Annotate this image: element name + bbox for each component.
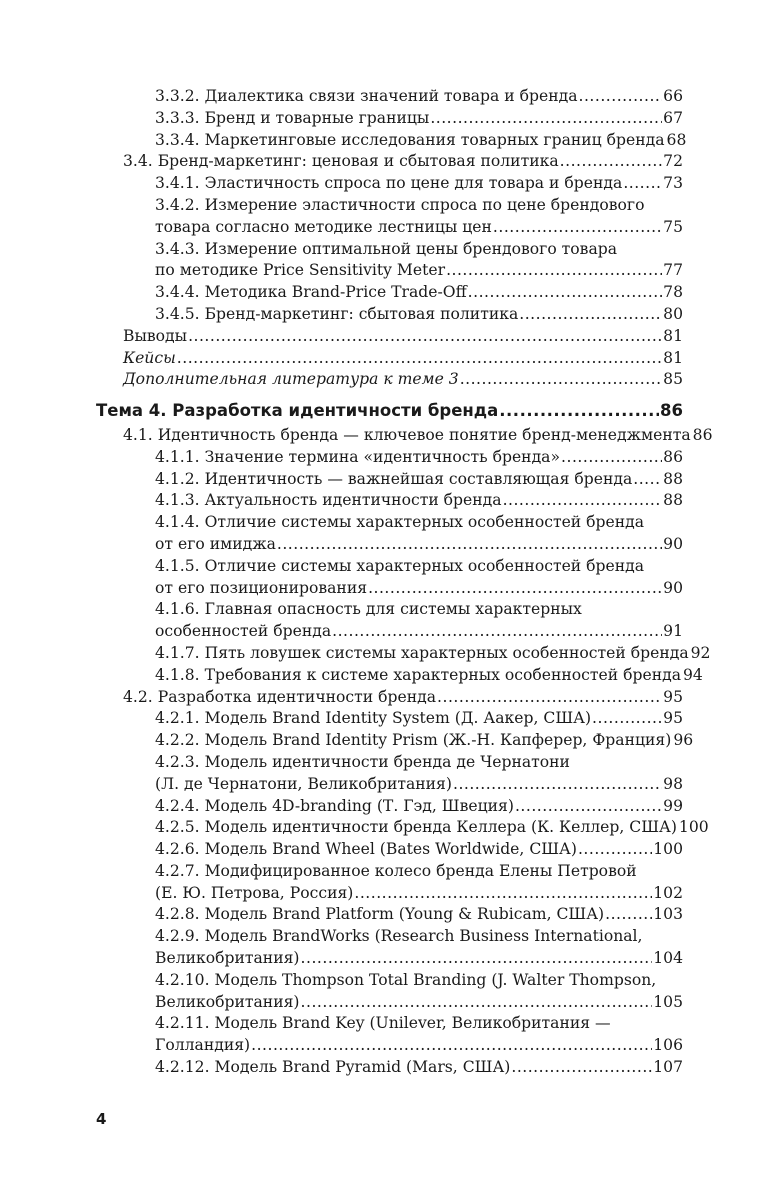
- toc-entry-title: 3.4.5. Бренд-маркетинг: сбытовая политика: [155, 304, 519, 323]
- toc-entry-line: 4.1.5. Отличие системы характерных особенностей бренда: [155, 556, 645, 575]
- toc-page-number: 75: [663, 217, 683, 236]
- toc-entry-line: 4.2.10. Модель Thompson Total Branding (J. Walter Thompson,: [155, 970, 657, 989]
- toc-page-number: 86: [660, 401, 683, 421]
- toc-entry-title: Кейсы: [123, 348, 176, 367]
- toc-page-number: 86: [663, 447, 683, 466]
- toc-entry-title: 4.1.3. Актуальность идентичности бренда: [155, 491, 502, 510]
- dot-leader: [499, 400, 659, 422]
- toc-entry: [0, 665, 782, 687]
- dot-leader: [592, 708, 662, 730]
- toc-entry-title: 3.3.3. Бренд и товарные границы: [155, 108, 430, 127]
- toc-entry-title: 4.2.12. Модель Brand Pyramid (Mars, США): [155, 1058, 511, 1077]
- toc-entry: [0, 643, 782, 665]
- page-number: 4: [96, 1110, 107, 1128]
- toc-page-number: 94: [683, 665, 703, 684]
- toc-entry-title: 4.1.2. Идентичность — важнейшая составляющая бренда: [155, 469, 633, 488]
- toc-entry: [0, 239, 782, 283]
- dot-leader: [332, 621, 662, 643]
- toc-page-number: 107: [653, 1058, 683, 1077]
- toc-page-number: 90: [663, 578, 683, 597]
- toc-page-number: 103: [653, 905, 683, 924]
- toc-entry-line: 4.1.6. Главная опасность для системы характерных: [155, 600, 582, 619]
- toc-entry-title: товара согласно методике лестницы цен: [155, 217, 492, 236]
- toc-entry-title: Великобритания): [155, 949, 300, 968]
- toc-entry: [0, 904, 782, 926]
- toc-entry: [0, 599, 782, 643]
- toc-entry: [0, 1057, 782, 1079]
- toc-entry: [0, 108, 782, 130]
- toc-page-number: 96: [673, 731, 694, 750]
- toc-page-number: 88: [663, 469, 683, 488]
- dot-leader: [468, 282, 663, 304]
- dot-leader: [511, 1057, 652, 1079]
- toc-entry-title: особенностей бренда: [155, 622, 332, 641]
- toc-entry: [0, 730, 782, 752]
- toc-entry: [0, 861, 782, 905]
- toc-entry-title: 4.1.1. Значение термина «идентичность бренда»: [155, 447, 561, 466]
- toc-page-number: 92: [690, 643, 711, 662]
- toc-entry-title: 4.2.1. Модель Brand Identity System (Д. Аакер, США): [155, 709, 592, 728]
- toc-page-number: 81: [663, 326, 683, 345]
- toc-entry-title: Дополнительная литература к теме 3: [123, 370, 459, 389]
- toc-entry: [0, 400, 782, 422]
- toc-entry-title: Голландия): [155, 1036, 251, 1055]
- toc-page-number: 104: [653, 949, 683, 968]
- toc-page-number: 67: [663, 108, 683, 127]
- toc-page-number: 95: [663, 709, 683, 728]
- toc-entry: [0, 173, 782, 195]
- toc-entry-title: 4.1.8. Требования к системе характерных особенностей бренда: [155, 665, 682, 684]
- dot-leader: [430, 108, 662, 130]
- toc-entry: [0, 970, 782, 1014]
- toc-entry-line: 4.2.11. Модель Brand Key (Unilever, Великобритания —: [155, 1014, 611, 1033]
- toc-entry: [0, 512, 782, 556]
- toc-entry: [0, 86, 782, 108]
- toc-page-number: 80: [663, 304, 683, 323]
- toc-page-number: 91: [663, 622, 683, 641]
- toc-page-number: 100: [653, 840, 683, 859]
- toc-page-number: 98: [663, 774, 683, 793]
- toc-entry-title: 4.2. Разработка идентичности бренда: [123, 687, 437, 706]
- toc-entry-line: 3.4.3. Измерение оптимальной цены брендового товара: [155, 239, 618, 258]
- toc-page-number: 81: [663, 348, 683, 367]
- toc-entry-line: 4.2.7. Модифицированное колесо бренда Елены Петровой: [155, 861, 637, 880]
- toc-entry-title: 4.2.5. Модель идентичности бренда Келлера (К. Келлер, США): [155, 818, 677, 837]
- toc-entry-title: 4.2.4. Модель 4D-branding (Т. Гэд, Швеция): [155, 796, 514, 815]
- toc-entry: [0, 282, 782, 304]
- toc-entry-title: 4.2.2. Модель Brand Identity Prism (Ж.-Н. Капферер, Франция): [155, 731, 672, 750]
- toc-entry-line: 3.4.2. Измерение эластичности спроса по цене брендового: [155, 195, 645, 214]
- toc-page-number: 105: [653, 992, 683, 1011]
- dot-leader: [301, 992, 653, 1014]
- toc-entry-title: (Е. Ю. Петрова, Россия): [155, 883, 354, 902]
- toc-page-number: 86: [692, 425, 713, 444]
- toc-page-number: 106: [653, 1036, 683, 1055]
- toc-page-number: 72: [663, 152, 683, 171]
- toc-entry-line: 4.2.9. Модель BrandWorks (Research Business International,: [155, 927, 643, 946]
- table-of-contents: [0, 86, 782, 1079]
- dot-leader: [453, 774, 662, 796]
- dot-leader: [177, 348, 662, 370]
- toc-page-number: 88: [663, 491, 683, 510]
- toc-entry-title: Великобритания): [155, 992, 300, 1011]
- toc-entry: [0, 926, 782, 970]
- dot-leader: [251, 1035, 652, 1057]
- toc-entry-title: 4.2.8. Модель Brand Platform (Young & Rubicam, США): [155, 905, 605, 924]
- toc-entry: [0, 447, 782, 469]
- toc-entry: [0, 151, 782, 173]
- toc-page-number: 102: [653, 883, 683, 902]
- toc-entry: [0, 752, 782, 796]
- toc-entry-title: 4.1.7. Пять ловушек системы характерных особенностей бренда: [155, 643, 689, 662]
- toc-entry: [0, 425, 782, 447]
- toc-entry: [0, 130, 782, 152]
- dot-leader: [437, 687, 662, 709]
- toc-entry: [0, 195, 782, 239]
- toc-entry-title: Выводы: [123, 326, 188, 345]
- dot-leader: [503, 490, 663, 512]
- toc-entry: [0, 304, 782, 326]
- toc-entry-title: от его позиционирования: [155, 578, 368, 597]
- toc-entry: [0, 708, 782, 730]
- toc-entry-title: 3.3.2. Диалектика связи значений товара и бренда: [155, 87, 578, 105]
- toc-entry: [0, 796, 782, 818]
- toc-entry-line: 4.2.3. Модель идентичности бренда де Чернатони: [155, 752, 570, 771]
- dot-leader: [493, 217, 662, 239]
- toc-entry-title: 4.1. Идентичность бренда — ключевое понятие бренд-менеджмента: [123, 425, 691, 444]
- toc-entry-title: Тема 4. Разработка идентичности бренда: [96, 401, 499, 421]
- dot-leader: [354, 883, 652, 905]
- toc-entry-title: 3.4. Бренд-маркетинг: ценовая и сбытовая политика: [123, 152, 559, 171]
- toc-page-number: 77: [663, 261, 683, 280]
- dot-leader: [277, 534, 662, 556]
- toc-page-number: 66: [663, 87, 683, 105]
- toc-entry: [0, 687, 782, 709]
- toc-entry-title: от его имиджа: [155, 534, 276, 553]
- toc-entry: [0, 369, 782, 391]
- dot-leader: [560, 151, 663, 173]
- dot-leader: [623, 173, 662, 195]
- toc-page-number: 78: [663, 283, 683, 302]
- toc-page-number: 95: [663, 687, 683, 706]
- dot-leader: [579, 86, 663, 108]
- toc-entry-title: 3.4.4. Методика Brand-Price Trade-Off: [155, 283, 467, 302]
- dot-leader: [446, 260, 662, 282]
- toc-entry-title: (Л. де Чернатони, Великобритания): [155, 774, 452, 793]
- toc-entry-title: 4.2.6. Модель Brand Wheel (Bates Worldwide, США): [155, 840, 577, 859]
- toc-page-number: 90: [663, 534, 683, 553]
- dot-leader: [519, 304, 662, 326]
- toc-page-number: 85: [663, 370, 683, 389]
- toc-entry: [0, 490, 782, 512]
- dot-leader: [578, 839, 652, 861]
- toc-page-number: 100: [678, 818, 709, 837]
- dot-leader: [515, 796, 662, 818]
- toc-entry: [0, 469, 782, 491]
- toc-entry: [0, 839, 782, 861]
- dot-leader: [633, 469, 662, 491]
- dot-leader: [188, 326, 662, 348]
- dot-leader: [301, 948, 653, 970]
- toc-entry: [0, 817, 782, 839]
- dot-leader: [561, 447, 662, 469]
- toc-entry: [0, 556, 782, 600]
- toc-page-number: 99: [663, 796, 683, 815]
- toc-entry: [0, 1013, 782, 1057]
- toc-entry-line: 4.1.4. Отличие системы характерных особенностей бренда: [155, 513, 645, 532]
- toc-page-number: 68: [666, 130, 687, 149]
- dot-leader: [605, 904, 652, 926]
- dot-leader: [368, 578, 662, 600]
- toc-entry-title: 3.3.4. Маркетинговые исследования товарных границ бренда: [155, 130, 665, 149]
- toc-entry-title: по методике Price Sensitivity Meter: [155, 261, 446, 280]
- toc-entry: [0, 348, 782, 370]
- toc-page-number: 73: [663, 174, 683, 193]
- toc-entry: [0, 326, 782, 348]
- toc-entry-title: 3.4.1. Эластичность спроса по цене для товара и бренда: [155, 174, 623, 193]
- dot-leader: [460, 369, 662, 391]
